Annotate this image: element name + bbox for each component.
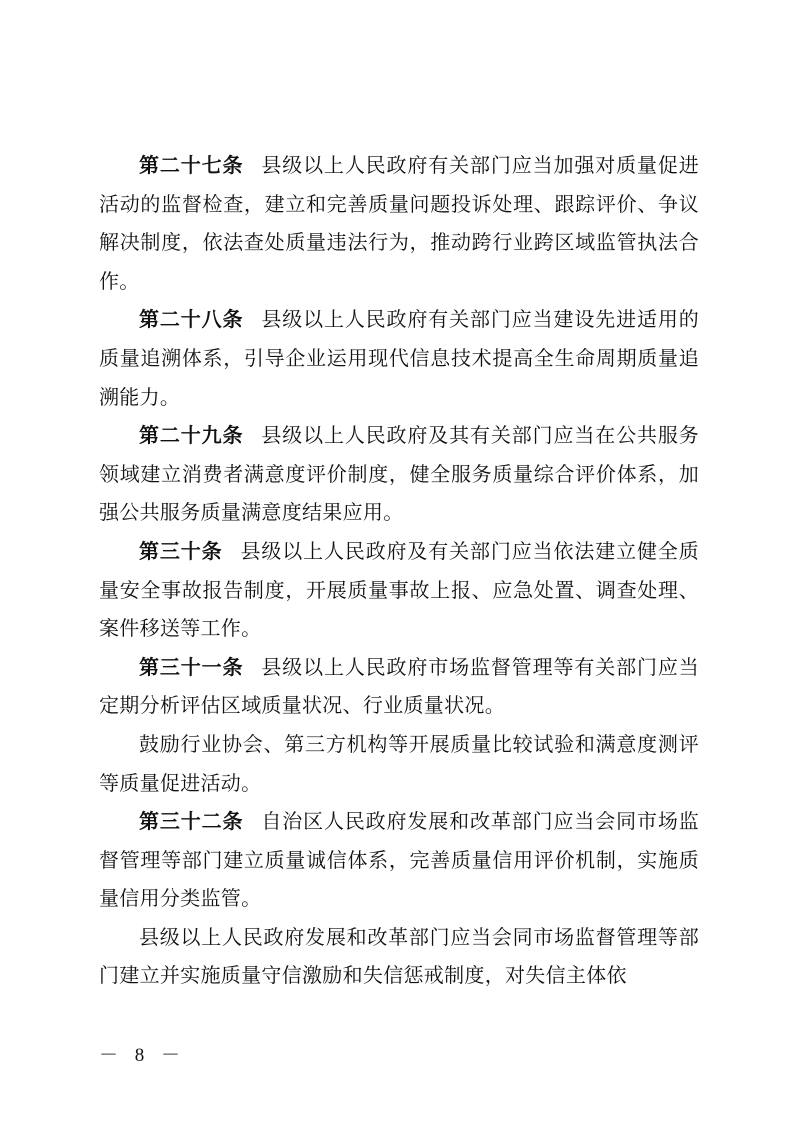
document-body [99,146,699,995]
paragraph-text: 鼓励行业协会、第三方机构等开展质量比较试验和满意度测评等质量促进活动。 [99,731,699,795]
paragraph-article-28 [99,300,699,416]
article-text: 县级以上人民政府及其有关部门应当在公共服务领域建立消费者满意度评价制度，健全服务质量综合评价体系，加强公共服务质量满意度结果应用。 [99,423,699,525]
paragraph-article-27 [99,146,699,300]
article-text: 县级以上人民政府有关部门应当建设先进适用的质量追溯体系，引导企业运用现代信息技术提高全生命周期质量追溯能力。 [99,307,699,409]
article-heading: 第三十二条 [139,809,244,834]
paragraph-article-32 [99,802,699,918]
paragraph-text: 县级以上人民政府发展和改革部门应当会同市场监督管理等部门建立并实施质量守信激励和失信惩戒制度，对失信主体依 [99,924,699,988]
article-heading: 第二十七条 [139,153,244,177]
article-text: 县级以上人民政府有关部门应当加强对质量促进活动的监督检查，建立和完善质量问题投诉处理、跟踪评价、争议解决制度，依法查处质量违法行为，推动跨行业跨区域监管执法合作。 [99,153,699,293]
page-number: － 8 － [99,1045,187,1066]
paragraph-article-31 [99,648,699,725]
article-heading: 第二十八条 [139,307,244,332]
article-heading: 第三十一条 [139,654,244,679]
paragraph-article-29 [99,416,699,532]
article-text: 县级以上人民政府市场监督管理等有关部门应当定期分析评估区域质量状况、行业质量状况。 [99,654,699,718]
article-heading: 第三十条 [139,538,223,563]
paragraph-article-32-continued [99,918,699,995]
paragraph-article-31-continued [99,725,699,802]
paragraph-article-30 [99,532,699,648]
article-heading: 第二十九条 [139,423,244,448]
article-text: 县级以上人民政府及有关部门应当依法建立健全质量安全事故报告制度，开展质量事故上报、应急处置、调查处理、案件移送等工作。 [99,538,700,641]
article-text: 自治区人民政府发展和改革部门应当会同市场监督管理等部门建立质量诚信体系，完善质量信用评价机制，实施质量信用分类监管。 [99,809,699,911]
